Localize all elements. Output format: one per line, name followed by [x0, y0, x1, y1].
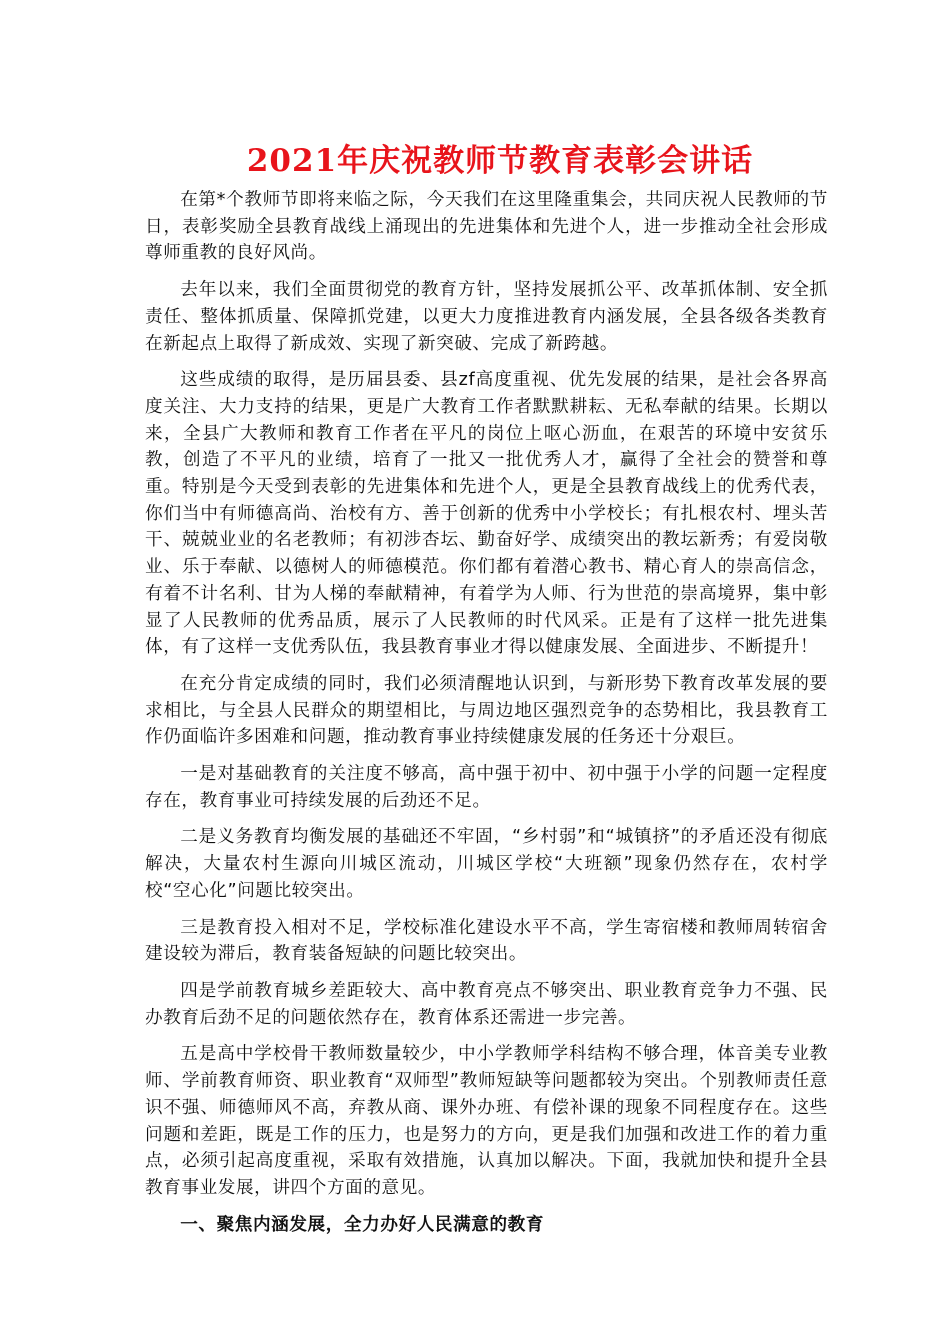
paragraph-intro: 在第*个教师节即将来临之际，今天我们在这里隆重集会，共同庆祝人民教师的节日，表彰奖励全县教育战线上涌现出的先进集体和先进个人，进一步推动全社会形成尊师重教的良好风尚。: [145, 190, 828, 264]
paragraph-issue-five: 五是高中学校骨干教师数量较少，中小学教师学科结构不够合理，体音美专业教师、学前教育师资、职业教育“双师型”教师短缺等问题都较为突出。个别教师责任意识不强、师德师风不高，弃教从商、课外办班、有偿补课的现象不同程度存在。这些问题和差距，既是工作的压力，也是努力的方向，更是我们加强和改进工作的着力重点，必须引起高度重视，采取有效措施，认真加以解决。下面，我就加快和提升全县教育事业发展，讲四个方面的意见。: [145, 1044, 828, 1198]
document-title: 2021年庆祝教师节教育表彰会讲话: [246, 143, 754, 179]
paragraph-achievements: 去年以来，我们全面贯彻党的教育方针，坚持发展抓公平、改革抓体制、安全抓责任、整体抓质量、保障抓党建，以更大力度推进教育内涵发展，全县各级各类教育在新起点上取得了新成效、实现了新突破、完成了新跨越。: [145, 280, 828, 354]
section-heading: 一、聚焦内涵发展，全力办好人民满意的教育: [180, 1214, 545, 1235]
paragraph-issue-four: 四是学前教育城乡差距较大、高中教育亮点不够突出、职业教育竞争力不强、民办教育后劲不足的问题依然存在，教育体系还需进一步完善。: [145, 980, 828, 1028]
paragraph-credits: 这些成绩的取得，是历届县委、县zf高度重视、优先发展的结果，是社会各界高度关注、大力支持的结果，更是广大教育工作者默默耕耘、无私奉献的结果。长期以来，全县广大教师和教育工作者在平凡的岗位上呕心沥血，在艰苦的环境中安贫乐教，创造了不平凡的业绩，培育了一批又一批优秀人才，赢得了全社会的赞誉和尊重。特别是今天受到表彰的先进集体和先进个人，更是全县教育战线上的优秀代表，你们当中有师德高尚、治校有方、善于创新的优秀中小学校长；有扎根农村、埋头苦干、兢兢业业的名老教师；有初涉杏坛、勤奋好学、成绩突出的教坛新秀；有爱岗敬业、乐于奉献、以德树人的师德模范。你们都有着潜心教书、精心育人的崇高信念，有着不计名利、甘为人梯的奉献精神，有着学为人师、行为世范的崇高境界，集中彰显了人民教师的优秀品质，展示了人民教师的时代风采。正是有了这样一批先进集体，有了这样一支优秀队伍，我县教育事业才得以健康发展、全面进步、不断提升！: [145, 370, 828, 658]
paragraph-issue-one: 一是对基础教育的关注度不够高，高中强于初中、初中强于小学的问题一定程度存在，教育事业可持续发展的后劲还不足。: [145, 764, 828, 811]
document-body: [145, 187, 828, 1238]
paragraph-issue-two: 二是义务教育均衡发展的基础还不牢固，“乡村弱”和“城镇挤”的矛盾还没有彻底解决，大量农村生源向川城区流动，川城区学校“大班额”现象仍然存在，农村学校“空心化”问题比较突出。: [145, 827, 828, 901]
paragraph-issue-three: 三是教育投入相对不足，学校标准化建设水平不高，学生寄宿楼和教师周转宿舍建设较为滞后，教育装备短缺的问题比较突出。: [145, 917, 828, 965]
paragraph-challenges: 在充分肯定成绩的同时，我们必须清醒地认识到，与新形势下教育改革发展的要求相比，与全县人民群众的期望相比，与周边地区强烈竞争的态势相比，我县教育工作仍面临许多困难和问题，推动教育事业持续健康发展的任务还十分艰巨。: [145, 673, 828, 748]
